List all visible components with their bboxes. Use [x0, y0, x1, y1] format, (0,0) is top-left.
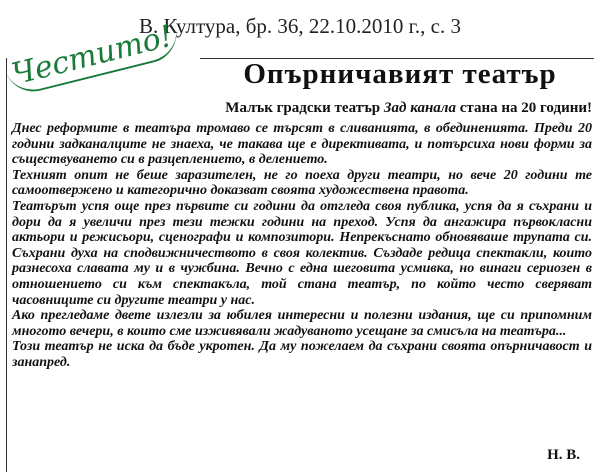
paragraph-1: Днес реформите в театъра тромаво се търсят в сливанията, в обединенията. Преди 20 години задканалците не знаеха, че такава ще е директивата, и потърсиха нови форми за съществуването си в разцеплението, в делението.	[12, 121, 592, 168]
article-headline: Опърничавият театър	[243, 58, 557, 90]
author-signature: Н. В.	[547, 447, 580, 463]
paragraph-4: Ако прегледаме двете излезли за юбилея интересни и полезни издания, ще си припомним многото вечери, в които сме изживявали жадуваното усещане за смисъла на театъра...	[12, 308, 592, 339]
paragraph-3: Театърът успя още през първите си години да отгледа своя публика, успя да я съхрани и дори да я увеличи през тези тежки години на преход. Успя да ангажира първокласни актьори и режисьори, сценографи и композитори. Непрекъснато обновяваше трупата си. Съхрани духа на сподвижничеството в своя колектив. Създаде редица спектакли, които разнесоха славата му и в чужбина. Вечно с една шеговита усмивка, но винаги сериозен в отношението си към спектакъла, той стана театър, по който често сверяват часовниците си другите театри у нас.	[12, 198, 592, 308]
stamp-text: Честито!	[2, 15, 183, 97]
paragraph-5: Този театър не иска да бъде укротен. Да му пожелаем да съхрани своята опърничавост и занапред.	[12, 339, 592, 370]
newspaper-citation: В. Култура, бр. 36, 22.10.2010 г., с. 3	[139, 14, 461, 38]
article-body	[12, 121, 592, 371]
paragraph-2: Техният опит не беше заразителен, не го поеха други театри, но вече 20 години те самоотвержено и категорично доказват своята художествена правота.	[12, 167, 592, 199]
theatre-name: Зад канала	[383, 100, 456, 116]
article-lead	[180, 100, 592, 117]
lead-post: стана на 20 години!	[455, 100, 592, 116]
lead-pre: Малък градски театър	[225, 100, 384, 116]
